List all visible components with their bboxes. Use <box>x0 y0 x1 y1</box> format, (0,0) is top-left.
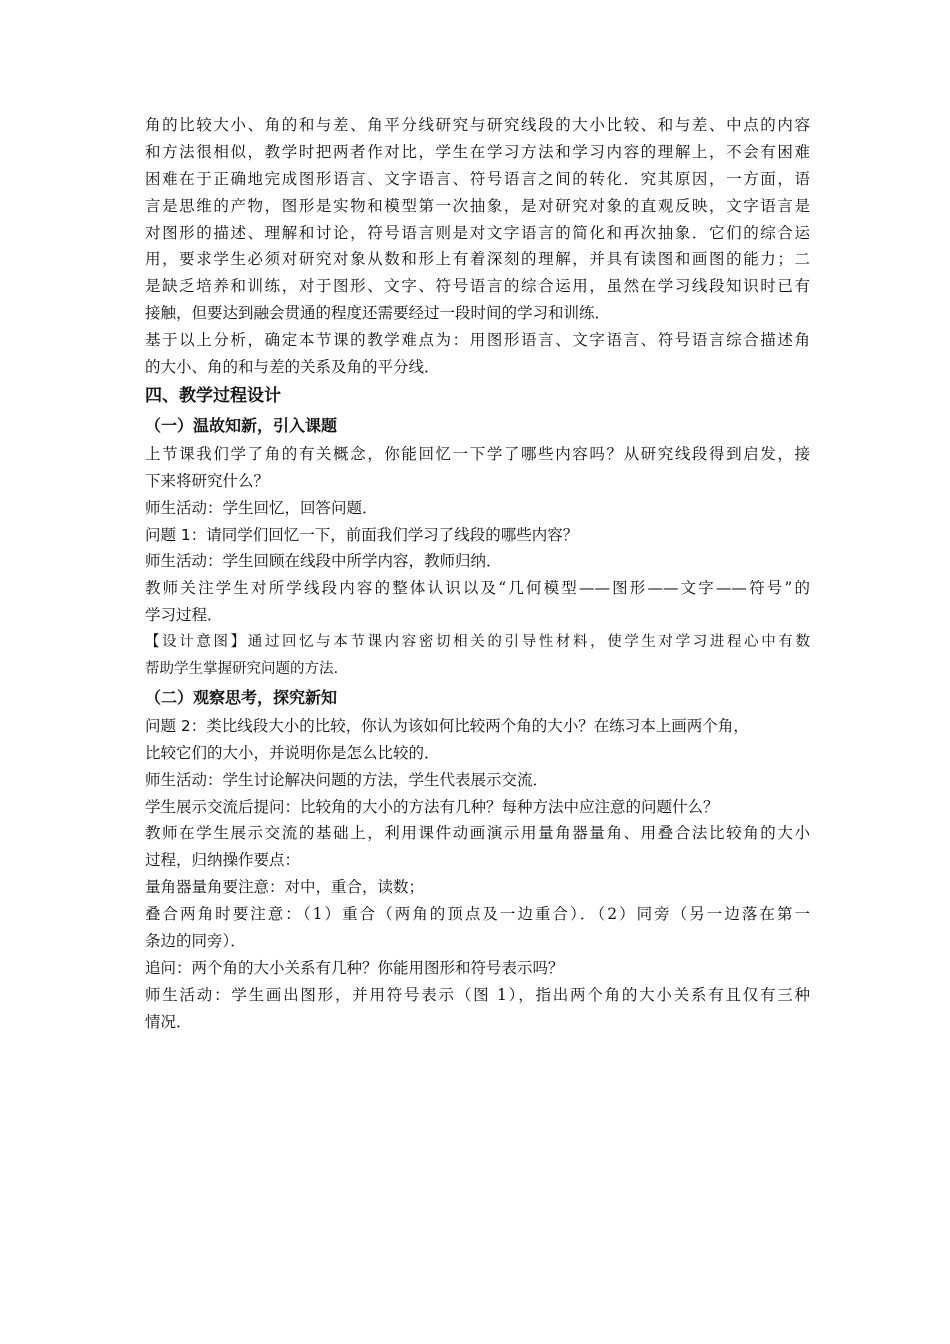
question-text: ：两个角的大小关系有几种？你能用图形和符号表示吗？ <box>176 958 564 977</box>
part1-intro <box>145 441 810 495</box>
text-line: 叠合两角时要注意：（1）重合（两角的顶点及一边重合）．（2）同旁（另一边落在第一 <box>145 905 810 924</box>
design-intent <box>145 629 810 683</box>
text-line: 学习过程． <box>145 606 223 625</box>
text-line: 对图形的描述、理解和讨论，符号语言则是对文字语言的简化和再次抽象．它们的综合运 <box>145 223 810 242</box>
part2-heading: （二）观察思考，探究新知 <box>145 687 338 707</box>
text-line: 帮助学生掌握研究问题的方法. <box>145 661 339 678</box>
activity-line: 师生活动：学生讨论解决问题的方法，学生代表展示交流． <box>145 770 549 789</box>
text-line: 教师关注学生对所学线段内容的整体认识以及“几何模型——图形——文字——符号”的 <box>145 579 810 598</box>
activity-line: 师生活动：学生回忆，回答问题． <box>145 498 378 517</box>
follow-up-question <box>145 955 810 982</box>
activity-final <box>145 982 810 1036</box>
text-line: 【设计意图】通过回忆与本节课内容密切相关的引导性材料，使学生对学习进程心中有数 <box>145 634 810 651</box>
text-line: 教师在学生展示交流的基础上，利用课件动画演示用量角器量角、用叠合法比较角的大小 <box>145 824 810 843</box>
teacher-note <box>145 575 810 629</box>
section-heading: 四、教学过程设计 <box>145 385 281 406</box>
followup-line: 学生展示交流后提问：比较角的大小的方法有几种？每种方法中应注意的问题什么？ <box>145 797 719 816</box>
question-label: 追问 <box>145 958 177 977</box>
question-label: 问题 2 <box>145 716 191 735</box>
text-line: 角的比较大小、角的和与差、角平分线研究与研究线段的大小比较、和与差、中点的内容 <box>145 116 810 134</box>
question-text: ：请同学们回忆一下，前面我们学习了线段的哪些内容？ <box>190 525 579 544</box>
text-line: 条边的同旁）． <box>145 932 246 951</box>
text-line: 上节课我们学了角的有关概念，你能回忆一下学了哪些内容吗？从研究线段得到启发，接 <box>145 444 810 463</box>
question-text: ：类比线段大小的比较，你认为该如何比较两个角的大小？在练习本上画两个角， <box>190 716 749 735</box>
overlap-note <box>145 901 810 955</box>
text-line: 言是思维的产物，图形是实物和模型第一次抽象，是对研究对象的直观反映，文字语言是 <box>145 196 810 215</box>
text-line: 和方法很相似，教学时把两者作对比，学生在学习方法和学习内容的理解上，不会有困难 <box>145 142 810 161</box>
document-page <box>145 112 810 1036</box>
teacher-demo <box>145 820 810 874</box>
text-line: 基于以上分析，确定本节课的教学难点为：用图形语言、文字语言、符号语言综合描述角 <box>145 331 810 350</box>
question-2 <box>145 713 810 740</box>
difficulty-paragraph <box>145 112 810 327</box>
text-line: 困难在于正确地完成图形语言、文字语言、符号语言之间的转化．究其原因，一方面，语 <box>145 169 810 188</box>
question-label: 问题 1 <box>145 525 191 544</box>
question-1 <box>145 522 810 549</box>
text-line: 师生活动：学生画出图形，并用符号表示（图 1），指出两个角的大小关系有且仅有三种 <box>145 985 810 1004</box>
text-line: 过程，归纳操作要点： <box>145 851 301 870</box>
text-line: 接触，但要达到融会贯通的程度还需要经过一段时间的学习和训练． <box>145 304 611 323</box>
text-line: 比较它们的大小，并说明你是怎么比较的． <box>145 743 440 762</box>
text-line: 情况． <box>145 1012 192 1031</box>
text-line: 下来将研究什么？ <box>145 471 270 490</box>
text-line: 是缺乏培养和训练，对于图形、文字、符号语言的综合运用，虽然在学习线段知识时已有 <box>145 277 810 296</box>
conclusion-paragraph <box>145 327 810 381</box>
text-line: 的大小、角的和与差的关系及角的平分线． <box>145 358 440 377</box>
activity-line: 师生活动：学生回顾在线段中所学内容，教师归纳． <box>145 552 502 571</box>
protractor-note: 量角器量角要注意：对中，重合，读数； <box>145 878 425 897</box>
part1-heading: （一）温故知新，引入课题 <box>145 415 338 435</box>
text-line: 用，要求学生必须对研究对象从数和形上有着深刻的理解，并具有读图和画图的能力；二 <box>145 250 810 269</box>
